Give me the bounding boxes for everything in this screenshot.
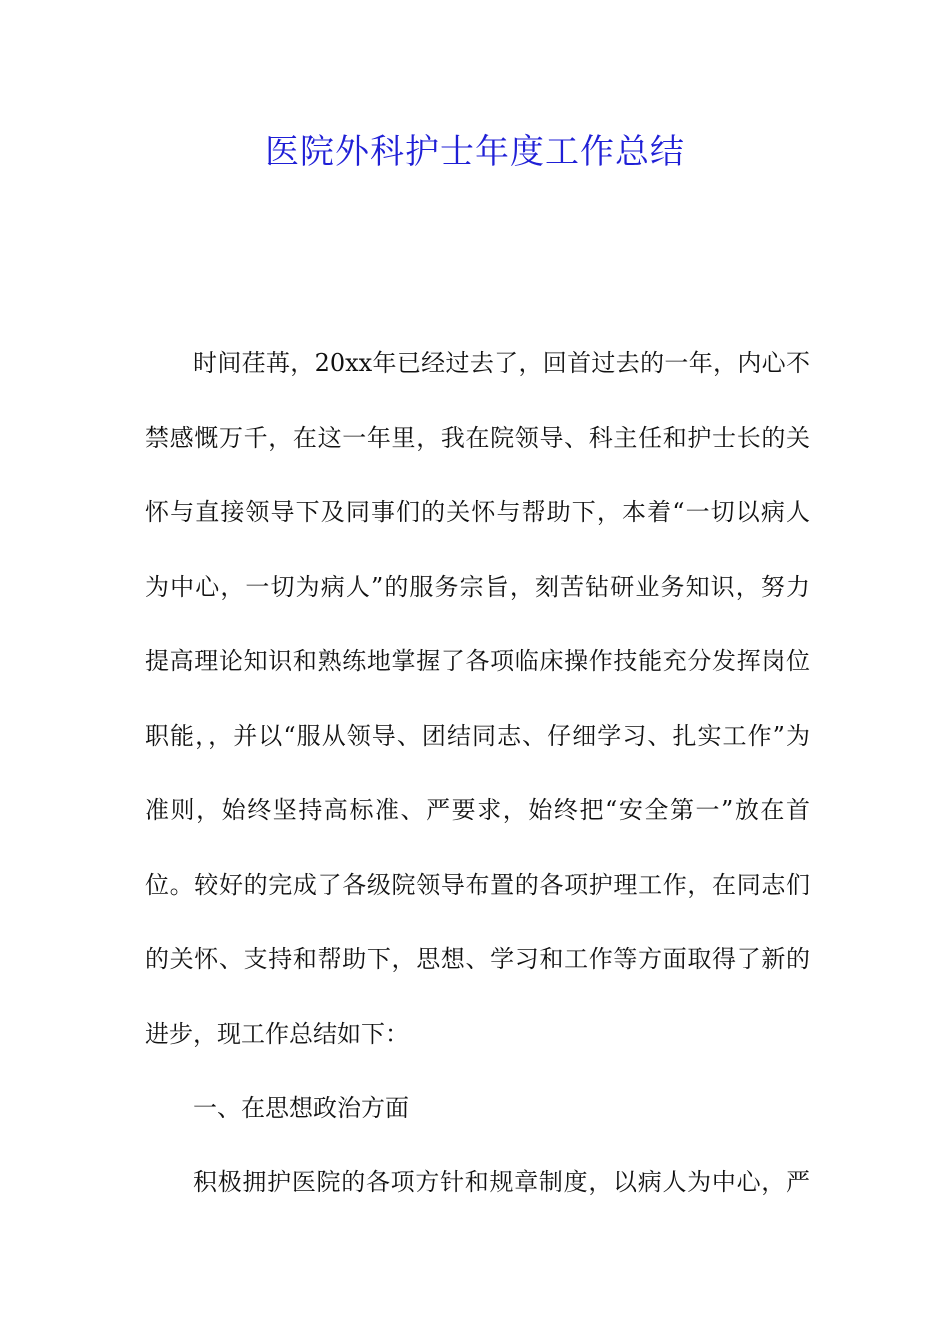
- paragraph-line: 进步，现工作总结如下：: [145, 1019, 409, 1048]
- paragraph-line: 积极拥护医院的各项方针和规章制度，以病人为中心，严: [193, 1168, 810, 1196]
- section-heading-text: 一、在思想政治方面: [193, 1094, 409, 1122]
- paragraph-line: 禁感慨万千，在这一年里，我在院领导、科主任和护士长的关: [145, 423, 810, 452]
- paragraph-line: 提高理论知识和熟练地掌握了各项临床操作技能充分发挥岗位: [145, 647, 810, 675]
- paragraph-line: 时间荏苒，20xx年已经过去了，回首过去的一年，内心不: [193, 349, 810, 377]
- paragraph-line: 为中心，一切为病人”的服务宗旨，刻苦钻研业务知识，努力: [145, 572, 810, 601]
- paragraph-line: 准则，始终坚持高标准、严要求，始终把“安全第一”放在首: [145, 796, 810, 824]
- paragraph-section1: [145, 1145, 810, 1220]
- paragraph-intro: [145, 326, 810, 1071]
- paragraph-line: 怀与直接领导下及同事们的关怀与帮助下，本着“一切以病人: [145, 498, 810, 526]
- paragraph-line: 的关怀、支持和帮助下，思想、学习和工作等方面取得了新的: [145, 945, 810, 973]
- section-heading: [145, 1071, 810, 1146]
- paragraph-line: 位。较好的完成了各级院领导布置的各项护理工作，在同志们: [145, 870, 810, 899]
- document-title: 医院外科护士年度工作总结: [265, 132, 685, 172]
- paragraph-line: 职能，，并以“服从领导、团结同志、仔细学习、扎实工作”为: [145, 721, 810, 750]
